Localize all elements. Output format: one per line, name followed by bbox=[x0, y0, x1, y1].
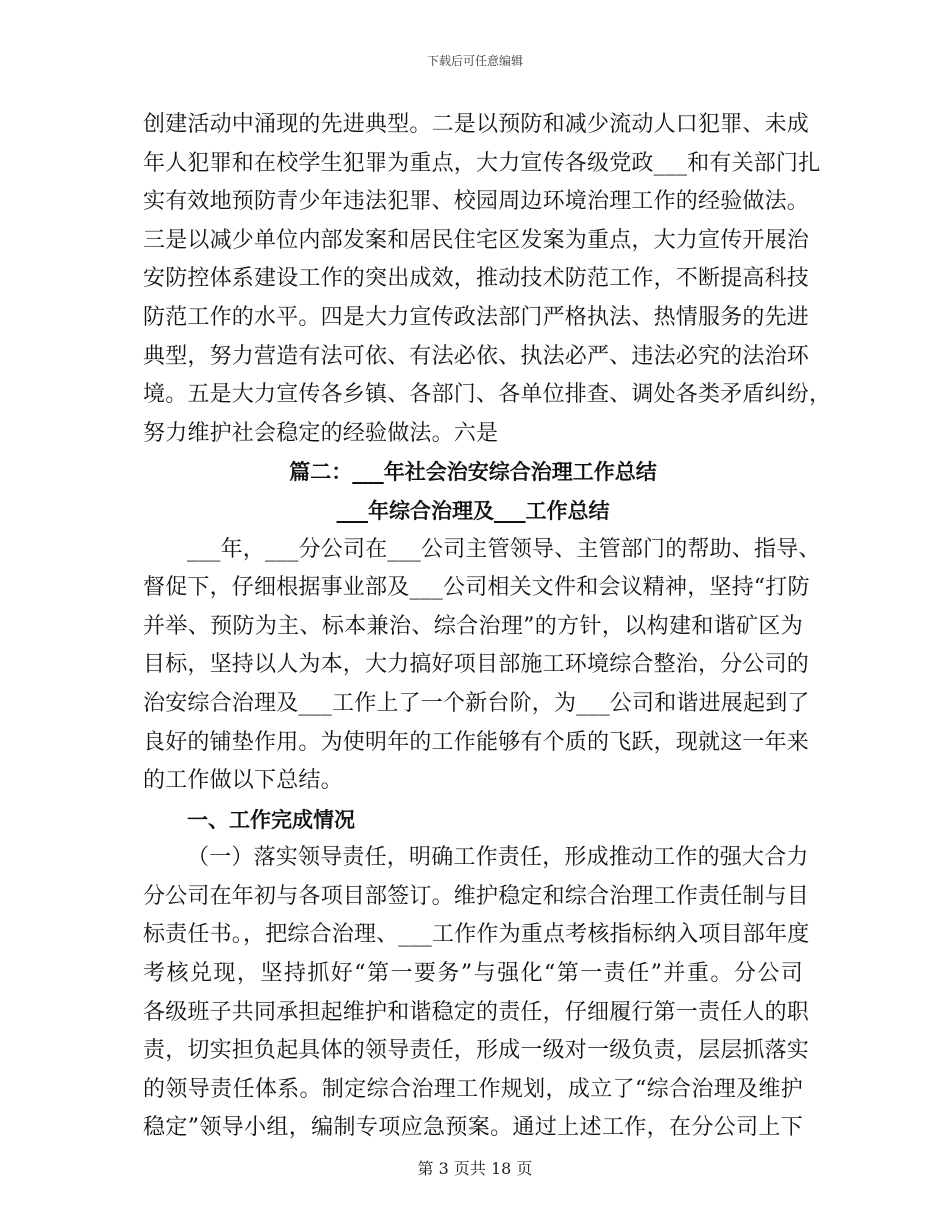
text-line: 典型，努力营造有法可依、有法必依、执法必严、违法必究的法治环 bbox=[143, 343, 810, 369]
text-line: 安防控体系建设工作的突出成效，推动技术防范工作，不断提高科技 bbox=[143, 266, 810, 292]
text-line: （一）落实领导责任，明确工作责任，形成推动工作的强大合力 bbox=[187, 845, 809, 871]
text-line: 实有效地预防青少年违法犯罪、校园周边环境治理工作的经验做法。 bbox=[143, 189, 810, 215]
text-line: 目标，坚持以人为本，大力搞好项目部施工环境综合整治，分公司的 bbox=[143, 652, 810, 678]
text-line: 各级班子共同承担起维护和谐稳定的责任，仔细履行第一责任人的职 bbox=[143, 999, 810, 1025]
text-line: 境。五是大力宣传各乡镇、各部门、各单位排查、调处各类矛盾纠纷， bbox=[143, 382, 832, 408]
text-line: 良好的铺垫作用。为使明年的工作能够有个质的飞跃，现就这一年来 bbox=[143, 729, 810, 755]
text-line: 创建活动中涌现的先进典型。二是以预防和减少流动人口犯罪、未成 bbox=[143, 112, 810, 137]
text-line: 努力维护社会稳定的经验做法。六是 bbox=[143, 420, 499, 446]
text-line: 考核兑现，坚持抓好“第一要务”与强化“第一责任”并重。分公司 bbox=[143, 961, 803, 987]
continued-paragraph bbox=[143, 106, 832, 453]
text-line: 三是以减少单位内部发案和居民住宅区发案为重点，大力宣传开展治 bbox=[143, 227, 810, 253]
chapter-title: 篇二：___年社会治安综合治理工作总结 bbox=[289, 460, 657, 485]
text-line: 分公司在年初与各项目部签订。维护稳定和综合治理工作责任制与目 bbox=[143, 883, 810, 909]
page-header: 下载后可任意编辑 bbox=[426, 54, 523, 68]
text-line: 的工作做以下总结。 bbox=[143, 768, 343, 794]
text-line: 标责任书。，把综合治理、___工作作为重点考核指标纳入项目部年度 bbox=[143, 922, 810, 948]
document-title: ___年综合治理及___工作总结 bbox=[336, 498, 610, 523]
text-line: 责，切实担负起具体的领导责任，形成一级对一级负责，层层抓落实 bbox=[143, 1038, 810, 1064]
text-line: 年人犯罪和在校学生犯罪为重点，大力宣传各级党政___和有关部门扎 bbox=[143, 150, 821, 176]
text-line: ___年，___分公司在___公司主管领导、主管部门的帮助、指导、 bbox=[187, 536, 821, 562]
text-line: 稳定”领导小组，编制专项应急预案。通过上述工作，在分公司上下 bbox=[143, 1115, 803, 1141]
text-line: 的领导责任体系。制定综合治理工作规划，成立了“综合治理及维护 bbox=[143, 1076, 803, 1102]
text-line: 并举、预防为主、标本兼治、综合治理”的方针，以构建和谐矿区为 bbox=[143, 613, 803, 639]
text-line: 防范工作的水平。四是大力宣传政法部门严格执法、热情服务的先进 bbox=[143, 304, 810, 330]
text-line: 治安综合治理及___工作上了一个新台阶，为___公司和谐进展起到了 bbox=[143, 690, 810, 716]
text-line: 督促下，仔细根据事业部及___公司相关文件和会议精神，坚持“打防 bbox=[143, 575, 810, 601]
document-body bbox=[143, 106, 832, 1148]
section-paragraph bbox=[143, 839, 810, 1148]
section-heading: 一、工作完成情况 bbox=[187, 807, 355, 832]
page-footer: 第 3 页共 18 页 bbox=[417, 1159, 533, 1178]
intro-paragraph bbox=[143, 531, 821, 801]
